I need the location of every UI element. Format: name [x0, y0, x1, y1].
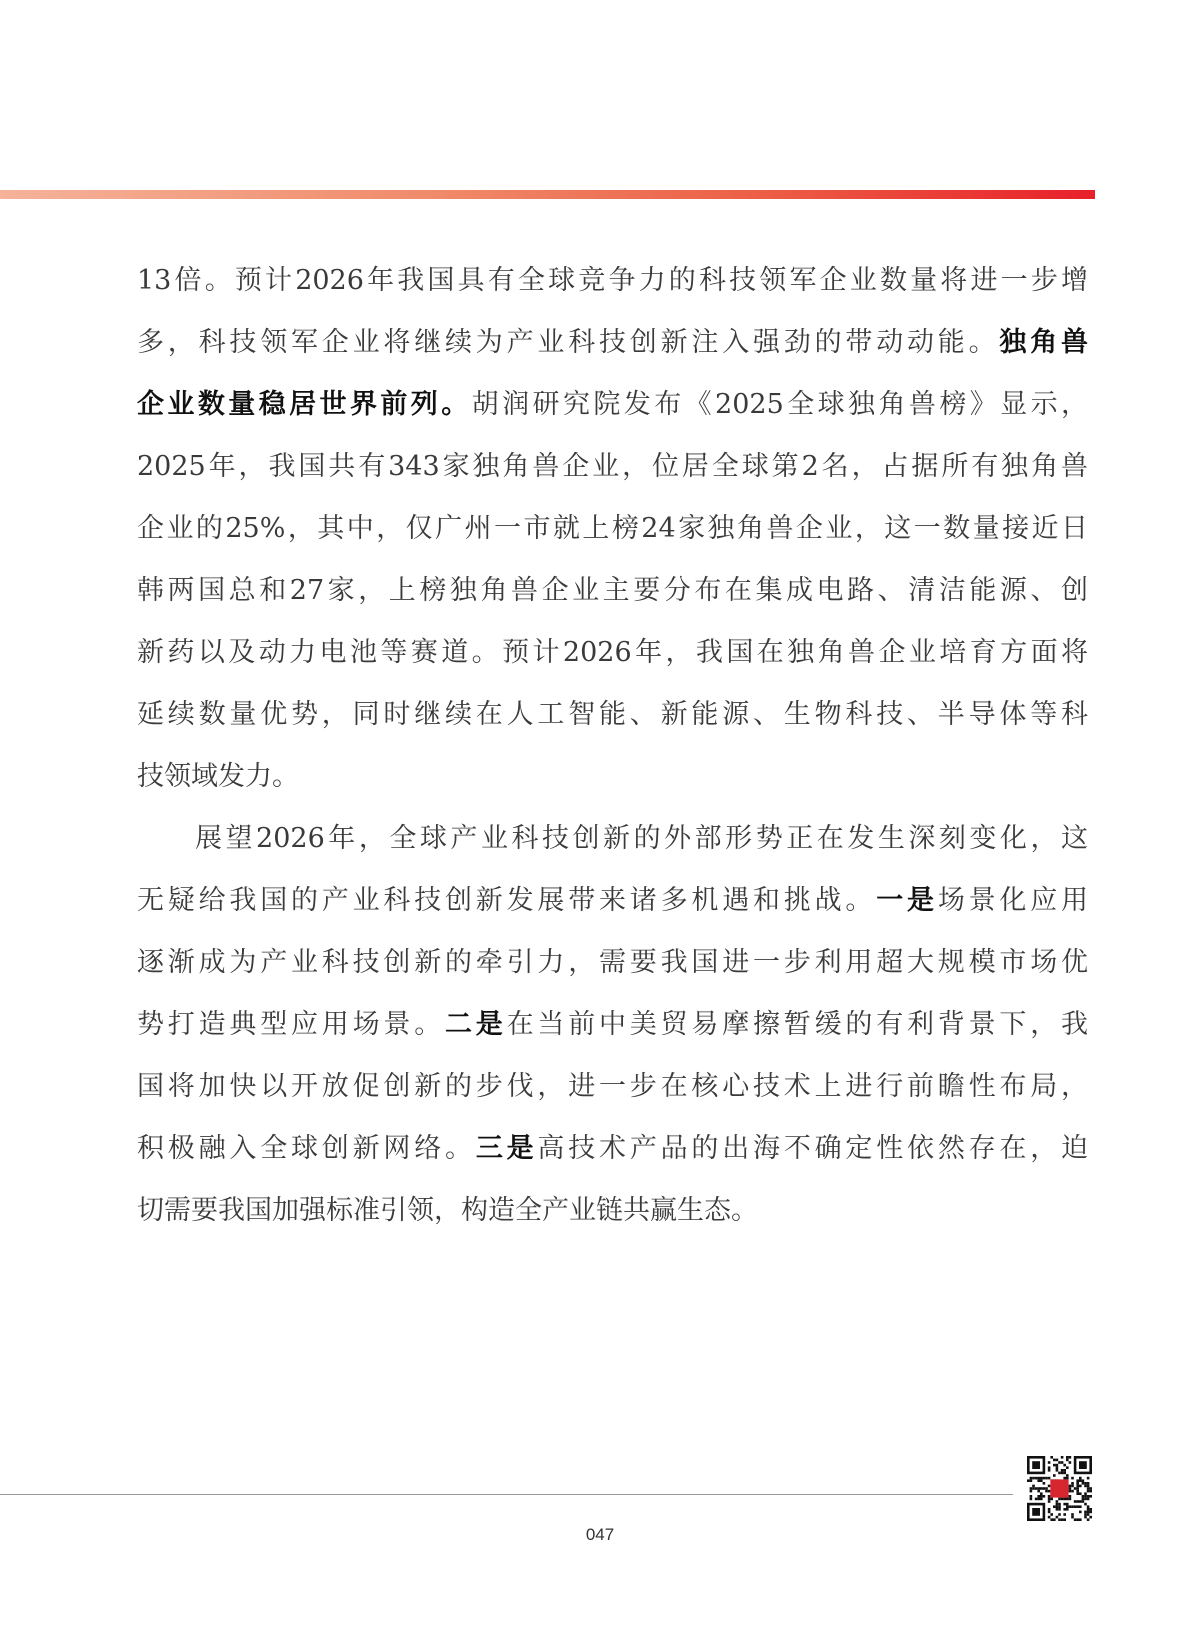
text-segment: 切需要我国加强标准引领，构造全产业链共赢生态。	[137, 1195, 758, 1226]
text-segment: 逐渐成为产业科技创新的牵引力，需要我国进一步利用超大规模市场优	[137, 947, 1088, 978]
text-line	[137, 684, 1088, 746]
footer-divider	[0, 1494, 1013, 1495]
text-line	[137, 436, 1088, 498]
text-segment: 新药以及动力电池等赛道。预计2026年，我国在独角兽企业培育方面将	[137, 637, 1088, 668]
article-body	[137, 250, 1088, 1242]
page-number: 047	[585, 1525, 615, 1544]
text-line	[137, 1056, 1088, 1118]
text-segment: 积极融入全球创新网络。	[137, 1133, 476, 1164]
header-accent-bar	[0, 190, 1095, 199]
text-segment: 展望2026年，全球产业科技创新的外部形势正在发生深刻变化，这	[195, 823, 1088, 854]
text-line	[137, 622, 1088, 684]
text-segment: 在当前中美贸易摩擦暂缓的有利背景下，我	[506, 1009, 1089, 1040]
text-line	[137, 994, 1088, 1056]
bold-text-segment: 二是	[445, 1009, 507, 1040]
text-segment: 13倍。预计2026年我国具有全球竞争力的科技领军企业数量将进一步增	[137, 265, 1088, 296]
text-segment: 多，科技领军企业将继续为产业科技创新注入强劲的带动动能。	[137, 327, 1000, 358]
text-segment: 2025年，我国共有343家独角兽企业，位居全球第2名，占据所有独角兽	[137, 451, 1088, 482]
text-line	[137, 374, 1088, 436]
bold-text-segment: 企业数量稳居世界前列。	[137, 389, 472, 420]
bold-text-segment: 一是	[876, 885, 938, 916]
text-segment: 胡润研究院发布《2025全球独角兽榜》显示，	[471, 389, 1089, 420]
text-line	[137, 746, 1088, 808]
text-segment: 国将加快以开放促创新的步伐，进一步在核心技术上进行前瞻性布局，	[137, 1071, 1088, 1102]
text-segment: 技领域发力。	[137, 761, 299, 792]
text-line	[137, 250, 1088, 312]
text-line	[137, 1118, 1088, 1180]
text-segment: 延续数量优势，同时继续在人工智能、新能源、生物科技、半导体等科	[137, 699, 1088, 730]
text-line	[137, 1180, 1088, 1242]
text-line	[137, 560, 1088, 622]
text-line	[137, 498, 1088, 560]
bold-text-segment: 独角兽	[999, 327, 1089, 358]
text-segment: 韩两国总和27家，上榜独角兽企业主要分布在集成电路、清洁能源、创	[137, 575, 1088, 606]
text-line	[137, 808, 1088, 870]
text-segment: 场景化应用	[937, 885, 1089, 916]
text-segment: 势打造典型应用场景。	[137, 1009, 445, 1040]
text-segment: 高技术产品的出海不确定性依然存在，迫	[537, 1133, 1089, 1164]
text-line	[137, 870, 1088, 932]
text-segment: 企业的25%，其中，仅广州一市就上榜24家独角兽企业，这一数量接近日	[137, 513, 1088, 544]
text-segment: 无疑给我国的产业科技创新发展带来诸多机遇和挑战。	[137, 885, 877, 916]
text-line	[137, 932, 1088, 994]
text-line	[137, 312, 1088, 374]
qr-code-icon	[1027, 1456, 1092, 1521]
bold-text-segment: 三是	[475, 1133, 538, 1164]
